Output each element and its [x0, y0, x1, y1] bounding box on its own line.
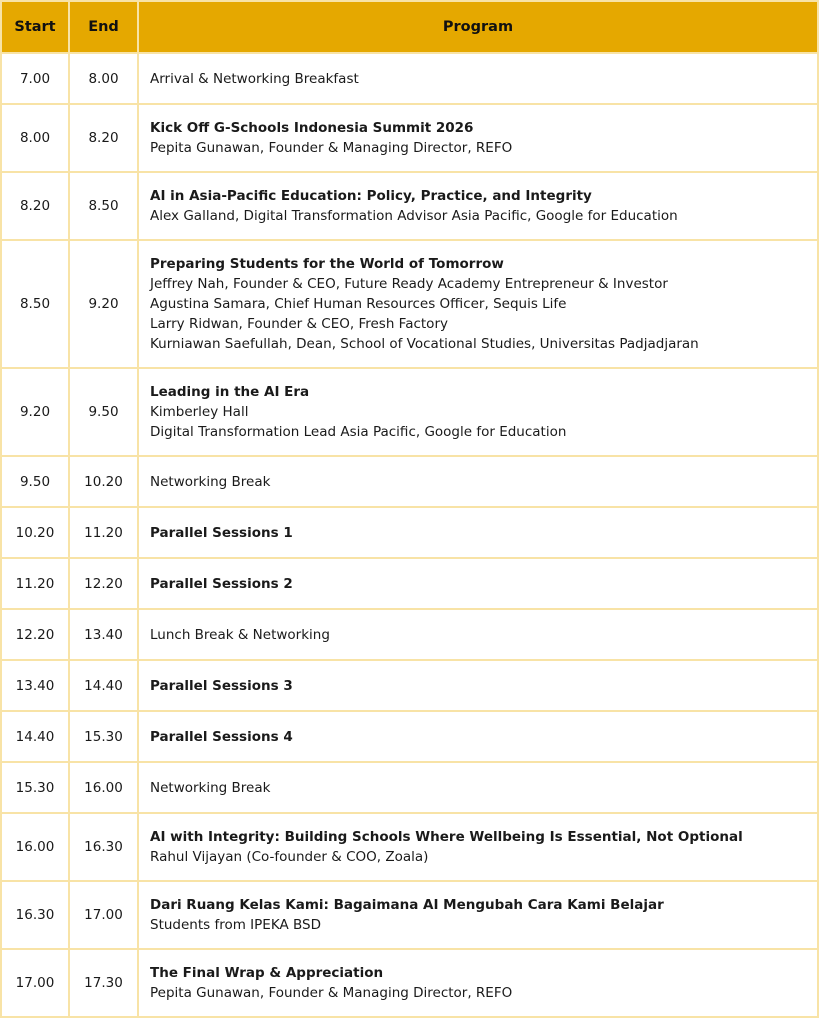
- start-time: 16.00: [1, 813, 69, 881]
- session-title: AI in Asia-Pacific Education: Policy, Practice, and Integrity: [150, 188, 592, 204]
- header-start: Start: [1, 1, 69, 53]
- table-row: [1, 104, 818, 172]
- start-time: 12.20: [1, 609, 69, 660]
- program-cell: [138, 104, 818, 172]
- program-detail: Pepita Gunawan, Founder & Managing Director, REFO: [150, 140, 513, 156]
- program-detail: Agustina Samara, Chief Human Resources Officer, Sequis Life: [150, 296, 567, 312]
- program-detail: Pepita Gunawan, Founder & Managing Director, REFO: [150, 985, 513, 1001]
- end-time: 13.40: [69, 609, 138, 660]
- program-detail: Alex Galland, Digital Transformation Advisor Asia Pacific, Google for Education: [150, 208, 678, 224]
- session-title: Leading in the AI Era: [150, 384, 310, 400]
- end-time: 11.20: [69, 507, 138, 558]
- program-detail: Kurniawan Saefullah, Dean, School of Vocational Studies, Universitas Padjadjaran: [150, 336, 699, 352]
- table-row: [1, 609, 818, 660]
- end-time: 17.30: [69, 949, 138, 1017]
- program-detail: Kimberley Hall: [150, 404, 249, 420]
- program-cell: [138, 881, 818, 949]
- program-cell: [138, 456, 818, 507]
- program-cell: [138, 240, 818, 368]
- program-cell: [138, 558, 818, 609]
- start-time: 16.30: [1, 881, 69, 949]
- program-detail: Students from IPEKA BSD: [150, 917, 321, 933]
- end-time: 8.50: [69, 172, 138, 240]
- start-time: 17.00: [1, 949, 69, 1017]
- table-row: [1, 172, 818, 240]
- header-program: Program: [138, 1, 818, 53]
- table-row: [1, 240, 818, 368]
- start-time: 7.00: [1, 53, 69, 104]
- table-row: [1, 949, 818, 1017]
- program-cell: [138, 660, 818, 711]
- end-time: 9.50: [69, 368, 138, 456]
- end-time: 8.00: [69, 53, 138, 104]
- end-time: 10.20: [69, 456, 138, 507]
- end-time: 16.30: [69, 813, 138, 881]
- program-detail: Networking Break: [150, 779, 271, 796]
- start-time: 8.50: [1, 240, 69, 368]
- table-row: [1, 762, 818, 813]
- session-title: Parallel Sessions 2: [150, 575, 293, 592]
- session-title: AI with Integrity: Building Schools Where Wellbeing Is Essential, Not Optional: [150, 829, 743, 845]
- start-time: 8.00: [1, 104, 69, 172]
- table-row: [1, 813, 818, 881]
- end-time: 12.20: [69, 558, 138, 609]
- start-time: 8.20: [1, 172, 69, 240]
- program-cell: [138, 711, 818, 762]
- table-row: [1, 881, 818, 949]
- start-time: 9.50: [1, 456, 69, 507]
- end-time: 9.20: [69, 240, 138, 368]
- session-title: Preparing Students for the World of Tomorrow: [150, 256, 504, 272]
- session-title: Parallel Sessions 3: [150, 677, 293, 694]
- table-row: [1, 456, 818, 507]
- program-cell: [138, 949, 818, 1017]
- program-cell: [138, 507, 818, 558]
- program-cell: [138, 172, 818, 240]
- session-title: Parallel Sessions 4: [150, 728, 293, 745]
- program-detail: Lunch Break & Networking: [150, 626, 330, 643]
- header-row: [1, 1, 818, 53]
- program-cell: [138, 53, 818, 104]
- header-end: End: [69, 1, 138, 53]
- end-time: 8.20: [69, 104, 138, 172]
- session-title: Parallel Sessions 1: [150, 524, 293, 541]
- start-time: 14.40: [1, 711, 69, 762]
- end-time: 14.40: [69, 660, 138, 711]
- session-title: Dari Ruang Kelas Kami: Bagaimana AI Mengubah Cara Kami Belajar: [150, 897, 664, 913]
- program-cell: [138, 813, 818, 881]
- session-title: Kick Off G-Schools Indonesia Summit 2026: [150, 120, 474, 136]
- start-time: 13.40: [1, 660, 69, 711]
- table-row: [1, 368, 818, 456]
- program-cell: [138, 368, 818, 456]
- start-time: 10.20: [1, 507, 69, 558]
- program-detail: Networking Break: [150, 473, 271, 490]
- end-time: 17.00: [69, 881, 138, 949]
- session-title: The Final Wrap & Appreciation: [150, 965, 384, 981]
- end-time: 16.00: [69, 762, 138, 813]
- table-row: [1, 53, 818, 104]
- end-time: 15.30: [69, 711, 138, 762]
- program-detail: Digital Transformation Lead Asia Pacific, Google for Education: [150, 424, 567, 440]
- table-row: [1, 660, 818, 711]
- table-row: [1, 711, 818, 762]
- program-detail: Rahul Vijayan (Co-founder & COO, Zoala): [150, 849, 429, 865]
- start-time: 11.20: [1, 558, 69, 609]
- table-row: [1, 507, 818, 558]
- start-time: 9.20: [1, 368, 69, 456]
- start-time: 15.30: [1, 762, 69, 813]
- program-detail: Arrival & Networking Breakfast: [150, 70, 359, 87]
- program-cell: [138, 762, 818, 813]
- agenda-body: [1, 53, 818, 1017]
- program-detail: Larry Ridwan, Founder & CEO, Fresh Factory: [150, 316, 448, 332]
- program-cell: [138, 609, 818, 660]
- table-row: [1, 558, 818, 609]
- program-detail: Jeffrey Nah, Founder & CEO, Future Ready Academy Entrepreneur & Investor: [150, 276, 668, 292]
